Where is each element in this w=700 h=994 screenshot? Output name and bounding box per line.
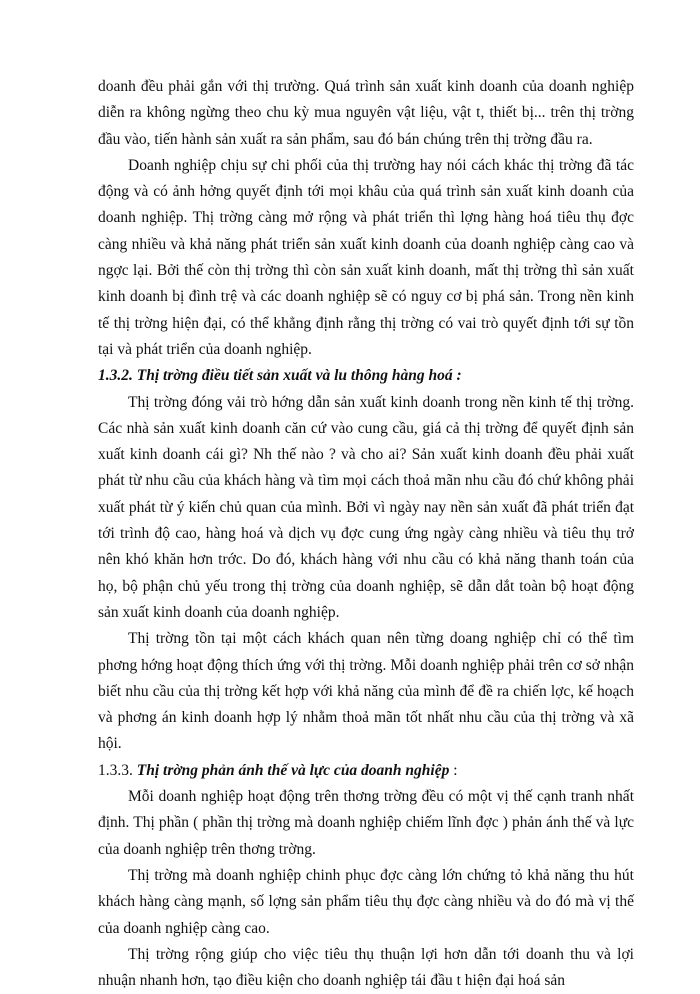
section-number: 1.3.3.	[98, 761, 133, 779]
paragraph-market-breadth: Thị trờng rộng giúp cho việc tiêu thụ thuận lợi hơn dẫn tới doanh thu và lợi nhuận nhanh hơn, tạo điều kiện cho doanh nghiệp tái đầu t hiện đại hoá sản	[98, 945, 634, 990]
section-heading-1-3-2: 1.3.2. Thị trờng điều tiết sản xuất và lu thông hàng hoá :	[98, 367, 462, 385]
paragraph-market-guidance: Thị trờng đóng vải trò hớng dẫn sản xuất kinh doanh trong nền kinh tế thị trờng. Các nhà sản xuất kinh doanh căn cứ vào cung cầu, giá cả thị trờng để quyết định sản xuất kinh doanh cái gì? Nh thế nào ? và cho ai? Sản xuất kinh doanh đều phải xuất phát từ nhu cầu của khách hàng và tìm mọi cách thoả mãn nhu cầu đó chứ không phải xuất phát từ ý kiến chủ quan của mình. Bởi vì ngày nay nền sản xuất đã phát triển đạt tới trình độ cao, hàng hoá và dịch vụ đợc cung ứng ngày càng nhiều và tiêu thụ trở nên khó khăn hơn trớc. Do đó, khách hàng với nhu cầu có khả năng thanh toán của họ, bộ phận chủ yếu trong thị trờng của doanh nghiệp, sẽ dẫn dắt toàn bộ hoạt động sản xuất kinh doanh của doanh nghiệp.	[98, 393, 634, 621]
paragraph-market-influence: Doanh nghiệp chịu sự chi phối của thị trường hay nói cách khác thị trờng đã tác động và có ảnh hởng quyết định tới mọi khâu của quá trình sản xuất kinh doanh của doanh nghiệp. Thị trờng càng mở rộng và phát triển thì lợng hàng hoá tiêu thụ đợc càng nhiều và khả năng phát triển sản xuất kinh doanh của doanh nghiệp càng cao và ngợc lại. Bởi thế còn thị trờng thì còn sản xuất kinh doanh, mất thị trờng thì sản xuất kinh doanh bị đình trệ và các doanh nghiệp sẽ có nguy cơ bị phá sản. Trong nền kinh tế thị trờng hiện đại, có thể khẳng định rằng thị trờng có vai trò quyết định tới sự tồn tại và phát triển của doanh nghiệp.	[98, 156, 634, 358]
paragraph-market-link: doanh đều phải gắn với thị trường. Quá trình sản xuất kinh doanh của doanh nghiệp diễn ra không ngừng theo chu kỳ mua nguyên vật liệu, vật t, thiết bị... trên thị trờng đầu vào, tiến hành sản xuất ra sản phẩm, sau đó bán chúng trên thị trờng đầu ra.	[98, 78, 634, 148]
page-body	[98, 74, 634, 994]
section-colon: :	[449, 761, 458, 779]
section-heading-1-3-3	[98, 758, 634, 784]
paragraph-market-objective: Thị trờng tồn tại một cách khách quan nên từng doang nghiệp chỉ có thể tìm phơng hớng hoạt động thích ứng với thị trờng. Mỗi doanh nghiệp phải trên cơ sở nhận biết nhu cầu của thị trờng kết hợp với khả năng của mình để đề ra chiến lợc, kế hoạch và phơng án kinh doanh hợp lý nhằm thoả mãn tốt nhất nhu cầu của thị trờng và xã hội.	[98, 630, 634, 753]
paragraph-market-conquest: Thị trờng mà doanh nghiệp chinh phục đợc càng lớn chứng tỏ khả năng thu hút khách hàng càng mạnh, số lợng sản phẩm tiêu thụ đợc càng nhiều và do đó mà vị thế của doanh nghiệp càng cao.	[98, 866, 634, 937]
section-title: Thị trờng phản ánh thế và lực của doanh nghiệp	[136, 761, 450, 779]
paragraph-market-position: Mỗi doanh nghiệp hoạt động trên thơng trờng đều có một vị thế cạnh tranh nhất định. Thị phần ( phần thị trờng mà doanh nghiệp chiếm lĩnh đợc ) phản ánh thế và lực của doanh nghiệp trên thơng trờng.	[98, 788, 634, 858]
